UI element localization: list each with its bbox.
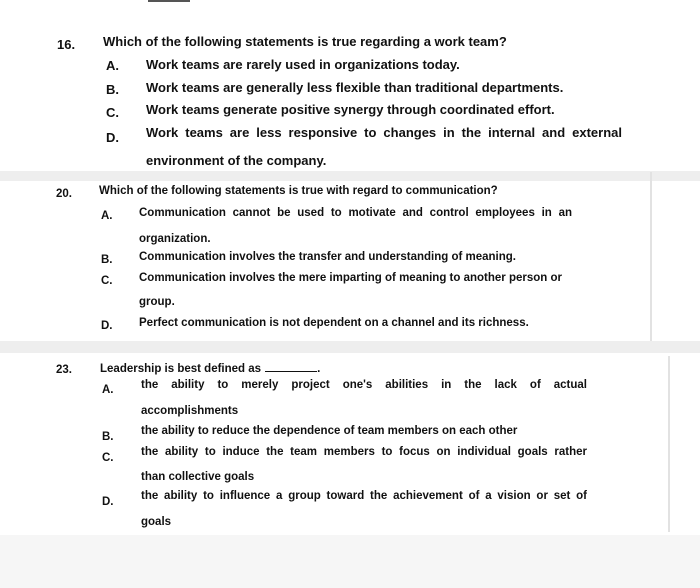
option-letter: C. xyxy=(106,105,119,120)
question-stem: Leadership is best defined as xyxy=(100,363,262,375)
option-text: Work teams are rarely used in organizations today. xyxy=(146,57,460,72)
answer-blank xyxy=(265,362,317,372)
option-text: Communication involves the mere imparting of meaning to another person or xyxy=(139,272,563,284)
option-text: Work teams generate positive synergy through coordinated effort. xyxy=(146,102,555,117)
page-edge-line xyxy=(650,172,652,348)
question-16 xyxy=(0,0,700,180)
option-text: the ability to induce the team members to focus on individual goals rather xyxy=(141,446,587,458)
page-separator xyxy=(0,341,700,353)
option-letter: C. xyxy=(102,452,114,464)
question-stem-line xyxy=(100,362,320,375)
option-text: the ability to merely project one's abilities in the lack of actual xyxy=(141,379,587,391)
option-text: the ability to reduce the dependence of team members on each other xyxy=(141,425,518,437)
question-number: 20. xyxy=(56,188,72,200)
page-edge-line xyxy=(668,356,670,532)
option-letter: B. xyxy=(106,82,119,97)
question-stem: Which of the following statements is true with regard to communication? xyxy=(99,185,498,197)
option-text: Communication involves the transfer and understanding of meaning. xyxy=(139,251,516,263)
option-letter: B. xyxy=(102,431,114,443)
page-bottom-margin xyxy=(0,535,700,588)
page-separator xyxy=(0,171,700,181)
option-text: the ability to influence a group toward the achievement of a vision or set of xyxy=(141,490,587,502)
question-stem: Which of the following statements is true regarding a work team? xyxy=(103,34,507,49)
question-stem-end: . xyxy=(317,363,321,375)
option-text: group. xyxy=(139,296,175,308)
option-letter: B. xyxy=(101,254,113,266)
question-number: 16. xyxy=(57,37,76,52)
question-number: 23. xyxy=(56,364,72,376)
option-letter: C. xyxy=(101,275,113,287)
option-text: accomplishments xyxy=(141,405,239,417)
option-letter: D. xyxy=(106,130,119,145)
option-text: Perfect communication is not dependent on a channel and its richness. xyxy=(139,317,529,329)
option-letter: A. xyxy=(101,210,113,222)
option-text: goals xyxy=(141,516,172,528)
option-text: Communication cannot be used to motivate and control employees in an xyxy=(139,207,572,219)
option-text: Work teams are less responsive to changes in the internal and external xyxy=(146,125,622,140)
option-text: Work teams are generally less flexible than traditional departments. xyxy=(146,80,564,95)
option-letter: A. xyxy=(102,384,114,396)
option-letter: A. xyxy=(106,58,119,73)
option-letter: D. xyxy=(101,320,113,332)
option-text: organization. xyxy=(139,233,211,245)
option-text: environment of the company. xyxy=(146,153,327,168)
option-text: than collective goals xyxy=(141,471,255,483)
option-letter: D. xyxy=(102,496,114,508)
